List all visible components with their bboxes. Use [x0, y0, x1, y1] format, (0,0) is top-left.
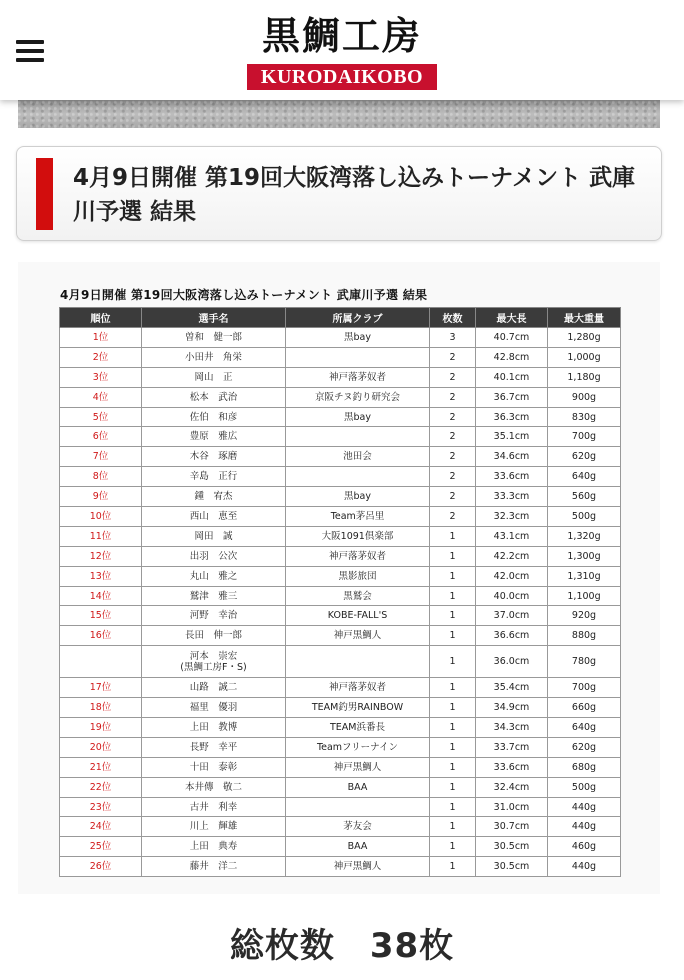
max-length-cell: 40.1cm — [476, 367, 548, 387]
max-weight-cell: 560g — [548, 487, 621, 507]
rank-cell: 15位 — [60, 606, 142, 626]
rank-cell: 3位 — [60, 367, 142, 387]
rank-cell: 17位 — [60, 678, 142, 698]
max-weight-cell: 1,280g — [548, 328, 621, 348]
name-cell: 辛島 正行 — [142, 467, 286, 487]
column-header-max-weight: 最大重量 — [548, 308, 621, 328]
count-cell: 1 — [430, 698, 476, 718]
count-cell: 2 — [430, 387, 476, 407]
rank-cell: 10位 — [60, 507, 142, 527]
club-cell: 神戸落茅奴者 — [286, 367, 430, 387]
table-row — [60, 526, 621, 546]
name-cell — [142, 646, 286, 678]
count-cell: 2 — [430, 487, 476, 507]
max-length-cell: 33.3cm — [476, 487, 548, 507]
name-cell: 出羽 公次 — [142, 546, 286, 566]
count-cell: 1 — [430, 777, 476, 797]
table-row — [60, 407, 621, 427]
club-cell: 池田会 — [286, 447, 430, 467]
max-weight-cell: 440g — [548, 797, 621, 817]
max-weight-cell: 1,310g — [548, 566, 621, 586]
name-cell: 古井 利幸 — [142, 797, 286, 817]
club-cell: 黒bay — [286, 487, 430, 507]
max-weight-cell: 620g — [548, 447, 621, 467]
max-length-cell: 32.4cm — [476, 777, 548, 797]
table-row — [60, 367, 621, 387]
max-length-cell: 34.9cm — [476, 698, 548, 718]
max-length-cell: 42.0cm — [476, 566, 548, 586]
table-row — [60, 646, 621, 678]
max-length-cell: 35.4cm — [476, 678, 548, 698]
results-table-body — [60, 328, 621, 877]
header-banner-image — [18, 100, 660, 128]
club-cell: Teamフリーナイン — [286, 737, 430, 757]
name-cell: 佐伯 和彦 — [142, 407, 286, 427]
rank-cell: 13位 — [60, 566, 142, 586]
count-cell: 1 — [430, 817, 476, 837]
club-cell: 神戸黒鯛人 — [286, 626, 430, 646]
table-row — [60, 447, 621, 467]
table-row — [60, 718, 621, 738]
max-weight-cell: 1,320g — [548, 526, 621, 546]
results-table-heading: 4月9日開催 第19回大阪湾落し込みトーナメント 武庫川予選 結果 — [60, 288, 428, 302]
club-cell — [286, 646, 430, 678]
max-length-cell: 36.6cm — [476, 626, 548, 646]
name-cell: 本井傳 敬二 — [142, 777, 286, 797]
rank-cell: 26位 — [60, 857, 142, 877]
count-cell: 3 — [430, 328, 476, 348]
column-header-name: 選手名 — [142, 308, 286, 328]
count-cell: 2 — [430, 507, 476, 527]
count-cell: 2 — [430, 447, 476, 467]
max-length-cell: 43.1cm — [476, 526, 548, 546]
count-cell: 1 — [430, 857, 476, 877]
name-cell: 上田 典寿 — [142, 837, 286, 857]
rank-cell: 16位 — [60, 626, 142, 646]
rank-cell: 11位 — [60, 526, 142, 546]
count-cell: 1 — [430, 797, 476, 817]
rank-cell: 14位 — [60, 586, 142, 606]
table-row — [60, 757, 621, 777]
table-row — [60, 467, 621, 487]
max-length-cell: 36.7cm — [476, 387, 548, 407]
rank-cell: 12位 — [60, 546, 142, 566]
max-weight-cell: 640g — [548, 718, 621, 738]
count-cell: 1 — [430, 546, 476, 566]
club-cell — [286, 427, 430, 447]
count-cell: 1 — [430, 526, 476, 546]
max-length-cell: 30.5cm — [476, 857, 548, 877]
max-weight-cell: 660g — [548, 698, 621, 718]
club-cell — [286, 347, 430, 367]
logo-english-text: KURODAIKOBO — [247, 64, 437, 90]
name-cell: 松本 武治 — [142, 387, 286, 407]
table-row — [60, 347, 621, 367]
count-cell: 1 — [430, 757, 476, 777]
table-row — [60, 678, 621, 698]
max-weight-cell: 700g — [548, 427, 621, 447]
name-cell: 西山 恵至 — [142, 507, 286, 527]
max-weight-cell: 500g — [548, 777, 621, 797]
count-cell: 1 — [430, 566, 476, 586]
rank-cell: 8位 — [60, 467, 142, 487]
count-cell: 1 — [430, 718, 476, 738]
rank-cell: 4位 — [60, 387, 142, 407]
rank-cell — [60, 646, 142, 678]
max-weight-cell: 900g — [548, 387, 621, 407]
max-weight-cell: 640g — [548, 467, 621, 487]
max-weight-cell: 460g — [548, 837, 621, 857]
rank-cell: 25位 — [60, 837, 142, 857]
table-row — [60, 698, 621, 718]
column-header-max-length: 最大長 — [476, 308, 548, 328]
max-weight-cell: 440g — [548, 817, 621, 837]
max-weight-cell: 920g — [548, 606, 621, 626]
club-cell: TEAM釣男RAINBOW — [286, 698, 430, 718]
club-cell: Team茅呂里 — [286, 507, 430, 527]
table-row — [60, 328, 621, 348]
club-cell: 大阪1091倶楽部 — [286, 526, 430, 546]
table-row — [60, 837, 621, 857]
logo-japanese-text: 黒鯛工房 — [261, 13, 422, 58]
max-length-cell: 42.8cm — [476, 347, 548, 367]
rank-cell: 9位 — [60, 487, 142, 507]
max-weight-cell: 500g — [548, 507, 621, 527]
column-header-rank: 順位 — [60, 308, 142, 328]
table-row — [60, 857, 621, 877]
club-cell: 京阪チヌ釣り研究会 — [286, 387, 430, 407]
count-cell: 2 — [430, 467, 476, 487]
total-catch-count: 総枚数 38枚 — [229, 926, 455, 966]
club-cell: 黒影旅団 — [286, 566, 430, 586]
rank-cell: 20位 — [60, 737, 142, 757]
table-row — [60, 546, 621, 566]
name-cell: 岡田 誠 — [142, 526, 286, 546]
max-length-cell: 40.0cm — [476, 586, 548, 606]
rank-cell: 1位 — [60, 328, 142, 348]
count-cell: 2 — [430, 407, 476, 427]
max-length-cell: 37.0cm — [476, 606, 548, 626]
name-cell: 長野 幸平 — [142, 737, 286, 757]
max-weight-cell: 1,000g — [548, 347, 621, 367]
max-length-cell: 35.1cm — [476, 427, 548, 447]
table-row — [60, 487, 621, 507]
club-cell: 茅友会 — [286, 817, 430, 837]
name-affiliation-line: (黒鯛工房F・S) — [180, 661, 247, 673]
article-title: 4月9日開催 第19回大阪湾落し込みトーナメント 武庫川予選 結果 — [73, 165, 636, 225]
site-header — [0, 0, 684, 100]
table-row — [60, 427, 621, 447]
hamburger-menu-icon[interactable] — [16, 38, 44, 62]
club-cell: 神戸黒鯛人 — [286, 757, 430, 777]
column-header-count: 枚数 — [430, 308, 476, 328]
count-cell: 1 — [430, 586, 476, 606]
max-length-cell: 36.3cm — [476, 407, 548, 427]
rank-cell: 24位 — [60, 817, 142, 837]
max-length-cell: 34.6cm — [476, 447, 548, 467]
title-accent-bar — [36, 158, 53, 230]
name-line: 河本 崇宏 — [189, 650, 238, 662]
article-title-box — [16, 146, 662, 241]
max-weight-cell: 440g — [548, 857, 621, 877]
club-cell: BAA — [286, 837, 430, 857]
rank-cell: 18位 — [60, 698, 142, 718]
name-cell: 丸山 雅之 — [142, 566, 286, 586]
rank-cell: 23位 — [60, 797, 142, 817]
table-header-row — [60, 308, 621, 328]
club-cell: TEAM浜番長 — [286, 718, 430, 738]
club-cell: 黒bay — [286, 328, 430, 348]
results-image-panel — [18, 262, 660, 894]
name-cell: 小田井 角栄 — [142, 347, 286, 367]
table-row — [60, 797, 621, 817]
max-length-cell: 30.7cm — [476, 817, 548, 837]
club-cell — [286, 467, 430, 487]
max-weight-cell: 1,180g — [548, 367, 621, 387]
rank-cell: 21位 — [60, 757, 142, 777]
club-cell: BAA — [286, 777, 430, 797]
max-weight-cell: 680g — [548, 757, 621, 777]
count-cell: 1 — [430, 626, 476, 646]
count-cell: 1 — [430, 606, 476, 626]
max-length-cell: 32.3cm — [476, 507, 548, 527]
name-cell: 鷲津 雅三 — [142, 586, 286, 606]
max-weight-cell: 620g — [548, 737, 621, 757]
name-cell: 川上 輝雄 — [142, 817, 286, 837]
table-row — [60, 566, 621, 586]
club-cell: 神戸落茅奴者 — [286, 678, 430, 698]
max-weight-cell: 1,100g — [548, 586, 621, 606]
count-cell: 1 — [430, 737, 476, 757]
rank-cell: 5位 — [60, 407, 142, 427]
table-row — [60, 507, 621, 527]
max-length-cell: 31.0cm — [476, 797, 548, 817]
table-row — [60, 626, 621, 646]
rank-cell: 2位 — [60, 347, 142, 367]
table-row — [60, 817, 621, 837]
name-cell: 木谷 琢磨 — [142, 447, 286, 467]
name-cell: 河野 幸治 — [142, 606, 286, 626]
max-weight-cell: 1,300g — [548, 546, 621, 566]
table-row — [60, 777, 621, 797]
results-table — [59, 307, 621, 877]
rank-cell: 6位 — [60, 427, 142, 447]
rank-cell: 19位 — [60, 718, 142, 738]
max-weight-cell: 780g — [548, 646, 621, 678]
name-cell: 福里 優羽 — [142, 698, 286, 718]
club-cell: 神戸落茅奴者 — [286, 546, 430, 566]
count-cell: 1 — [430, 678, 476, 698]
max-length-cell: 34.3cm — [476, 718, 548, 738]
rank-cell: 7位 — [60, 447, 142, 467]
name-cell: 上田 教博 — [142, 718, 286, 738]
name-cell: 豊原 雅広 — [142, 427, 286, 447]
count-cell: 1 — [430, 837, 476, 857]
max-length-cell: 33.6cm — [476, 467, 548, 487]
max-weight-cell: 830g — [548, 407, 621, 427]
max-length-cell: 33.6cm — [476, 757, 548, 777]
name-cell: 岡山 正 — [142, 367, 286, 387]
table-row — [60, 586, 621, 606]
max-length-cell: 42.2cm — [476, 546, 548, 566]
table-row — [60, 737, 621, 757]
count-cell: 1 — [430, 646, 476, 678]
club-cell: 神戸黒鯛人 — [286, 857, 430, 877]
site-logo[interactable] — [247, 14, 437, 92]
count-cell: 2 — [430, 427, 476, 447]
count-cell: 2 — [430, 367, 476, 387]
rank-cell: 22位 — [60, 777, 142, 797]
max-length-cell: 36.0cm — [476, 646, 548, 678]
name-cell: 山路 誠二 — [142, 678, 286, 698]
name-cell: 鍾 宥杰 — [142, 487, 286, 507]
club-cell — [286, 797, 430, 817]
table-row — [60, 387, 621, 407]
max-weight-cell: 880g — [548, 626, 621, 646]
club-cell: 黒鷲会 — [286, 586, 430, 606]
name-cell: 藤井 洋二 — [142, 857, 286, 877]
column-header-club: 所属クラブ — [286, 308, 430, 328]
name-cell: 曽和 健一郎 — [142, 328, 286, 348]
count-cell: 2 — [430, 347, 476, 367]
table-row — [60, 606, 621, 626]
name-cell: 長田 伸一郎 — [142, 626, 286, 646]
club-cell: KOBE-FALL'S — [286, 606, 430, 626]
max-length-cell: 30.5cm — [476, 837, 548, 857]
name-cell: 十田 泰彰 — [142, 757, 286, 777]
max-length-cell: 40.7cm — [476, 328, 548, 348]
max-weight-cell: 700g — [548, 678, 621, 698]
club-cell: 黒bay — [286, 407, 430, 427]
max-length-cell: 33.7cm — [476, 737, 548, 757]
